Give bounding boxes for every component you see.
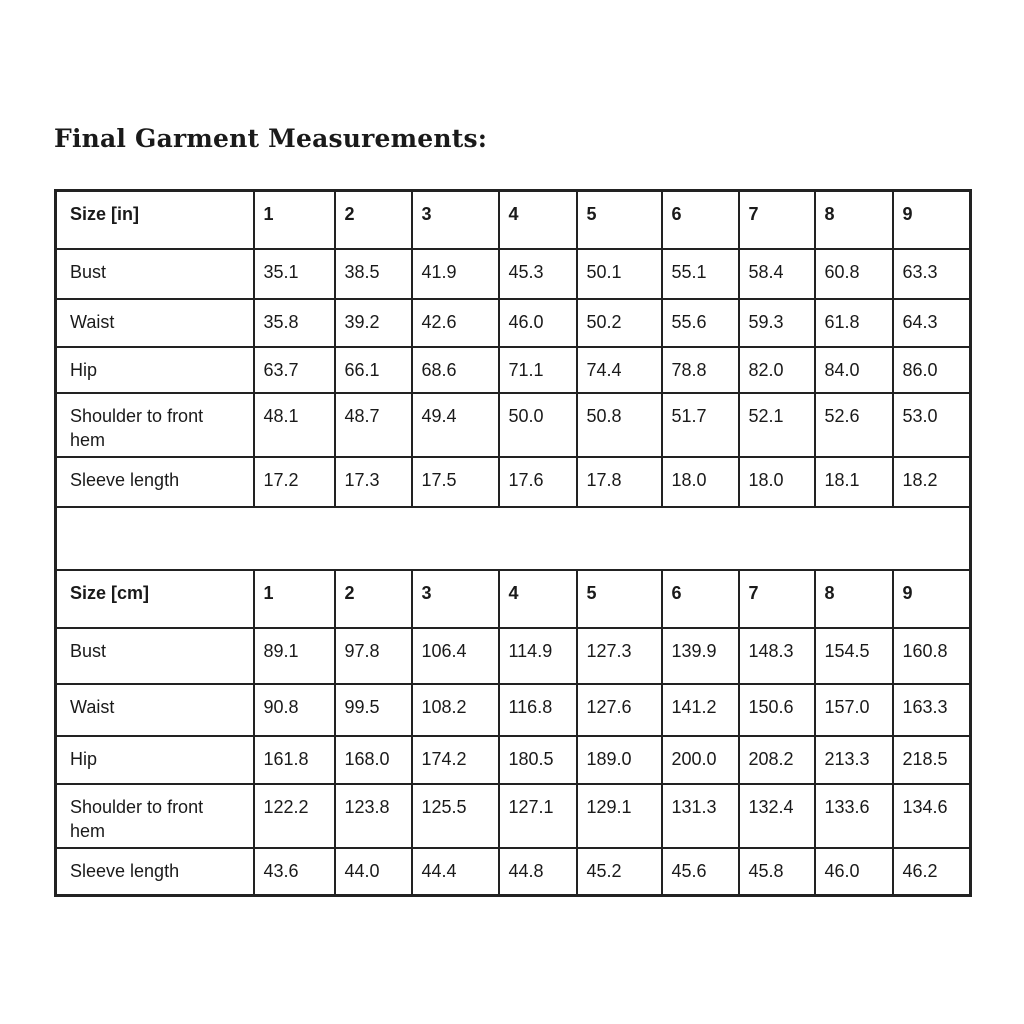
size-header-cell: 7: [739, 191, 815, 249]
size-header-cell: 8: [815, 191, 893, 249]
measurement-value: 63.7: [254, 347, 335, 393]
measurement-value: 200.0: [662, 736, 739, 784]
measurement-value: 157.0: [815, 684, 893, 736]
measurement-label: Waist: [56, 684, 254, 736]
measurement-value: 17.6: [499, 457, 577, 507]
measurement-value: 50.1: [577, 249, 662, 299]
measurement-label: Sleeve length: [56, 457, 254, 507]
measurement-value: 53.0: [893, 393, 971, 457]
measurement-value: 213.3: [815, 736, 893, 784]
size-header-cell: 8: [815, 570, 893, 628]
table-header-row: [56, 191, 971, 249]
size-header-cell: 5: [577, 570, 662, 628]
measurement-value: 43.6: [254, 848, 335, 896]
measurement-value: 44.0: [335, 848, 412, 896]
measurement-label: Bust: [56, 249, 254, 299]
measurement-value: 161.8: [254, 736, 335, 784]
measurement-value: 18.2: [893, 457, 971, 507]
size-header-cell: 2: [335, 570, 412, 628]
measurement-value: 99.5: [335, 684, 412, 736]
measurement-value: 48.7: [335, 393, 412, 457]
size-header-cell: 4: [499, 191, 577, 249]
table-row: [56, 249, 971, 299]
measurement-value: 52.6: [815, 393, 893, 457]
measurement-value: 163.3: [893, 684, 971, 736]
measurement-value: 66.1: [335, 347, 412, 393]
size-header-cell: 7: [739, 570, 815, 628]
size-unit-header: Size [cm]: [56, 570, 254, 628]
size-header-cell: 9: [893, 191, 971, 249]
measurement-value: 82.0: [739, 347, 815, 393]
size-header-cell: 4: [499, 570, 577, 628]
measurement-value: 84.0: [815, 347, 893, 393]
measurement-value: 50.0: [499, 393, 577, 457]
measurement-value: 78.8: [662, 347, 739, 393]
measurement-value: 17.5: [412, 457, 499, 507]
measurement-value: 134.6: [893, 784, 971, 848]
measurement-value: 51.7: [662, 393, 739, 457]
size-header-cell: 5: [577, 191, 662, 249]
measurement-value: 52.1: [739, 393, 815, 457]
measurement-value: 64.3: [893, 299, 971, 347]
table-row: [56, 736, 971, 784]
measurement-value: 68.6: [412, 347, 499, 393]
measurement-label: Hip: [56, 736, 254, 784]
measurement-value: 46.0: [815, 848, 893, 896]
measurement-value: 127.1: [499, 784, 577, 848]
size-header-cell: 6: [662, 570, 739, 628]
measurement-label: Hip: [56, 347, 254, 393]
measurement-label: Waist: [56, 299, 254, 347]
measurement-value: 59.3: [739, 299, 815, 347]
table-row: [56, 684, 971, 736]
measurement-value: 49.4: [412, 393, 499, 457]
measurement-value: 45.8: [739, 848, 815, 896]
measurement-value: 129.1: [577, 784, 662, 848]
measurement-label: Sleeve length: [56, 848, 254, 896]
measurement-value: 50.8: [577, 393, 662, 457]
size-header-cell: 3: [412, 570, 499, 628]
measurement-value: 122.2: [254, 784, 335, 848]
measurement-value: 141.2: [662, 684, 739, 736]
measurement-value: 46.0: [499, 299, 577, 347]
size-header-cell: 2: [335, 191, 412, 249]
measurement-label: Shoulder to front hem: [56, 393, 254, 457]
measurement-value: 44.4: [412, 848, 499, 896]
size-header-cell: 3: [412, 191, 499, 249]
measurement-value: 58.4: [739, 249, 815, 299]
size-unit-header: Size [in]: [56, 191, 254, 249]
table-row: [56, 393, 971, 457]
measurement-value: 160.8: [893, 628, 971, 684]
measurement-value: 41.9: [412, 249, 499, 299]
measurement-value: 106.4: [412, 628, 499, 684]
size-header-cell: 1: [254, 191, 335, 249]
table-header-row: [56, 570, 971, 628]
measurement-value: 139.9: [662, 628, 739, 684]
measurement-value: 50.2: [577, 299, 662, 347]
measurement-value: 180.5: [499, 736, 577, 784]
measurement-value: 154.5: [815, 628, 893, 684]
measurement-value: 18.1: [815, 457, 893, 507]
table-row: [56, 848, 971, 896]
measurement-value: 35.1: [254, 249, 335, 299]
measurement-label: Shoulder to front hem: [56, 784, 254, 848]
measurement-value: 46.2: [893, 848, 971, 896]
measurement-value: 132.4: [739, 784, 815, 848]
table-row: [56, 628, 971, 684]
table-spacer-row: [56, 507, 971, 570]
measurement-value: 150.6: [739, 684, 815, 736]
spacer-cell: [56, 507, 971, 570]
measurements-table: [54, 189, 972, 897]
measurement-value: 208.2: [739, 736, 815, 784]
measurement-value: 89.1: [254, 628, 335, 684]
measurement-value: 114.9: [499, 628, 577, 684]
measurement-value: 17.2: [254, 457, 335, 507]
measurement-value: 148.3: [739, 628, 815, 684]
table-row: [56, 347, 971, 393]
measurement-value: 44.8: [499, 848, 577, 896]
measurement-value: 45.3: [499, 249, 577, 299]
measurement-value: 17.8: [577, 457, 662, 507]
measurement-value: 55.6: [662, 299, 739, 347]
measurement-value: 86.0: [893, 347, 971, 393]
measurement-value: 116.8: [499, 684, 577, 736]
page-title: Final Garment Measurements:: [54, 124, 488, 153]
measurement-value: 45.6: [662, 848, 739, 896]
measurement-value: 133.6: [815, 784, 893, 848]
table-row: [56, 784, 971, 848]
table-row: [56, 457, 971, 507]
measurement-value: 17.3: [335, 457, 412, 507]
measurement-value: 71.1: [499, 347, 577, 393]
measurement-value: 108.2: [412, 684, 499, 736]
measurement-value: 174.2: [412, 736, 499, 784]
size-header-cell: 9: [893, 570, 971, 628]
measurement-value: 45.2: [577, 848, 662, 896]
measurement-value: 42.6: [412, 299, 499, 347]
table-row: [56, 299, 971, 347]
measurement-value: 127.6: [577, 684, 662, 736]
measurement-value: 74.4: [577, 347, 662, 393]
measurement-value: 125.5: [412, 784, 499, 848]
size-header-cell: 1: [254, 570, 335, 628]
measurement-value: 123.8: [335, 784, 412, 848]
measurement-value: 18.0: [739, 457, 815, 507]
measurement-value: 131.3: [662, 784, 739, 848]
measurement-value: 61.8: [815, 299, 893, 347]
measurement-label: Bust: [56, 628, 254, 684]
measurement-value: 189.0: [577, 736, 662, 784]
measurement-value: 218.5: [893, 736, 971, 784]
measurement-value: 55.1: [662, 249, 739, 299]
measurement-value: 18.0: [662, 457, 739, 507]
measurement-value: 90.8: [254, 684, 335, 736]
measurement-value: 48.1: [254, 393, 335, 457]
measurement-value: 38.5: [335, 249, 412, 299]
measurement-value: 127.3: [577, 628, 662, 684]
measurement-value: 60.8: [815, 249, 893, 299]
size-header-cell: 6: [662, 191, 739, 249]
measurement-value: 63.3: [893, 249, 971, 299]
measurement-value: 97.8: [335, 628, 412, 684]
measurement-value: 168.0: [335, 736, 412, 784]
measurement-value: 35.8: [254, 299, 335, 347]
measurement-value: 39.2: [335, 299, 412, 347]
